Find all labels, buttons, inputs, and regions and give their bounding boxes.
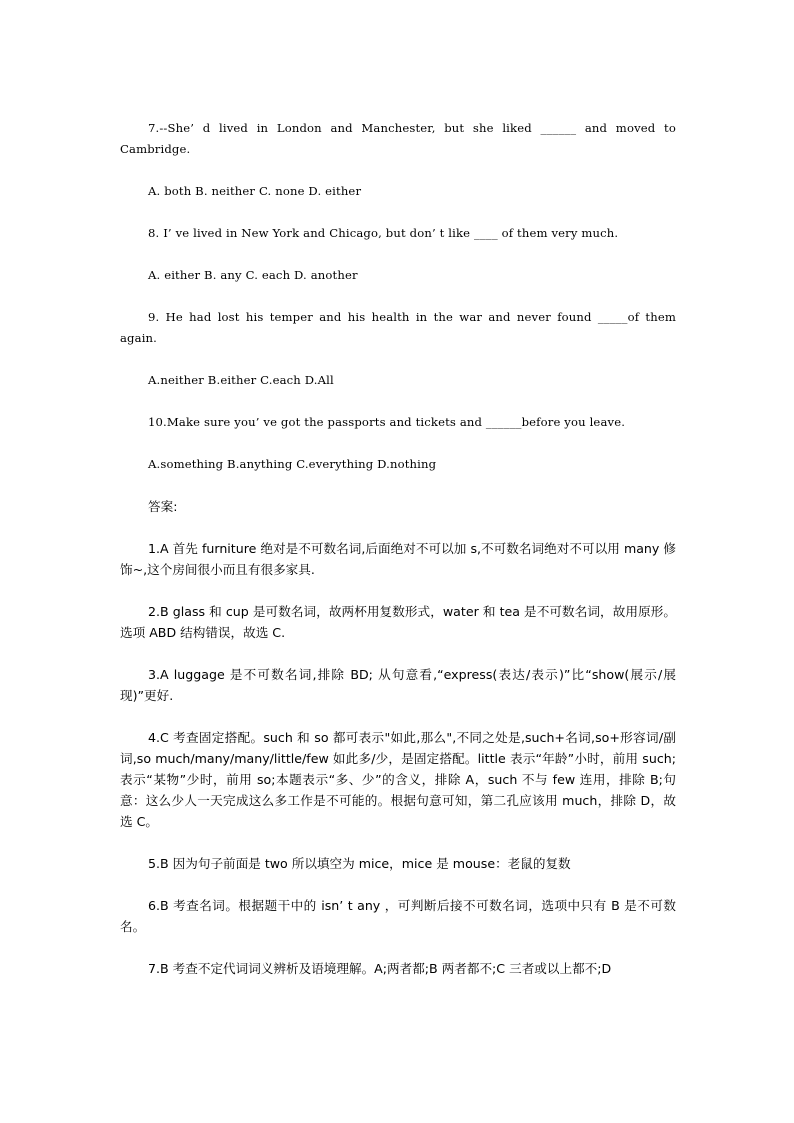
answer-6: 6.B 考查名词。根据题干中的 isn’ t any ，可判断后接不可数名词，选项中只有 B 是不可数名。 (120, 898, 676, 934)
answer-1: 1.A 首先 furniture 绝对是不可数名词,后面绝对不可以加 s,不可数名词绝对不可以用 many 修饰~,这个房间很小而且有很多家具. (120, 541, 676, 577)
question-8-stem: 8. I’ ve lived in New York and Chicago, but don’ t like ____ of them very much. (148, 226, 619, 240)
answer-5: 5.B 因为句子前面是 two 所以填空为 mice，mice 是 mouse：老鼠的复数 (148, 856, 571, 871)
question-8-options: A. either B. any C. each D. another (148, 268, 358, 282)
question-7-options: A. both B. neither C. none D. either (148, 184, 362, 198)
question-10-stem: 10.Make sure you’ ve got the passports and tickets and ______before you leave. (148, 415, 626, 429)
document-page (120, 118, 676, 1000)
answers-heading: 答案: (148, 499, 178, 514)
question-10-options: A.something B.anything C.everything D.nothing (148, 457, 437, 471)
question-9-stem: 9. He had lost his temper and his health in the war and never found _____of them again. (120, 310, 676, 345)
question-9-options: A.neither B.either C.each D.All (148, 373, 334, 387)
question-7-stem: 7.--She’ d lived in London and Manchester, but she liked ______ and moved to Cambridge. (120, 121, 676, 156)
answer-2: 2.B glass 和 cup 是可数名词，故两杯用复数形式，water 和 tea 是不可数名词，故用原形。选项 ABD 结构错误，故选 C. (120, 604, 676, 640)
answer-4: 4.C 考查固定搭配。such 和 so 都可表示"如此,那么",不同之处是,such+名词,so+形容词/副词,so much/many/many/little/few 如此多/少，是固定搭配。little 表示“年龄”小时，前用 such;表示“某物”少时，前用 so;本题表示“多、少”的含义，排除 A，such 不与 few 连用，排除 B;句意：这么少人一天完成这么多工作是不可能的。根据句意可知，第二孔应该用 much，排除 D，故选 C。 (120, 730, 676, 829)
answer-7: 7.B 考查不定代词词义辨析及语境理解。A;两者都;B 两者都不;C 三者或以上都不;D (148, 961, 612, 976)
answer-3: 3.A luggage 是不可数名词,排除 BD; 从句意看,“express(表达/表示)”比“show(展示/展现)”更好. (120, 667, 676, 703)
